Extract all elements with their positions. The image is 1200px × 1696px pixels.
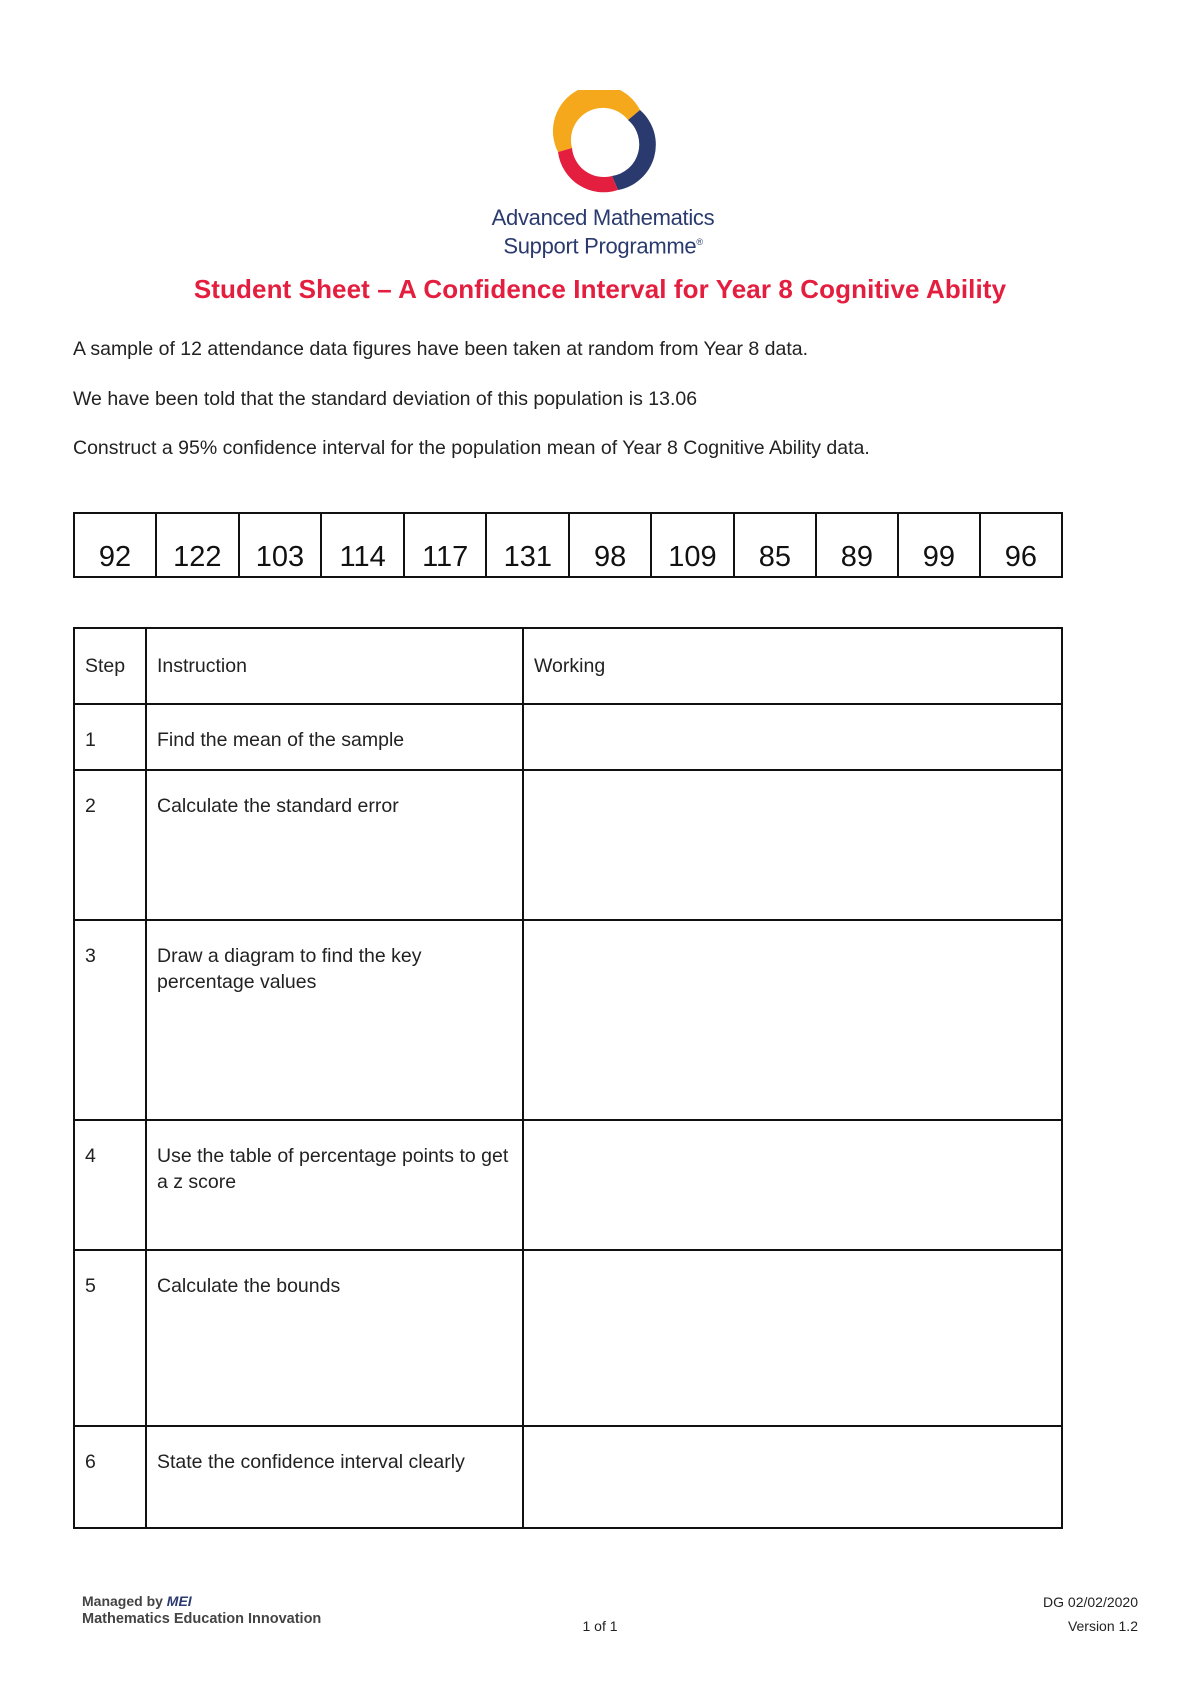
steps-header-row bbox=[74, 628, 1062, 704]
sample-data-row bbox=[74, 513, 1062, 577]
table-row bbox=[74, 920, 1062, 1120]
std-dev-paragraph: We have been told that the standard deviation of this population is 13.06 bbox=[73, 388, 698, 410]
page-title: Student Sheet – A Confidence Interval for Year 8 Cognitive Ability bbox=[193, 274, 1007, 304]
sample-value: 99 bbox=[898, 513, 980, 577]
sample-value: 114 bbox=[321, 513, 404, 577]
task-paragraph: Construct a 95% confidence interval for the population mean of Year 8 Cognitive Ability data. bbox=[73, 437, 870, 459]
mei-org-name: Mathematics Education Innovation bbox=[82, 1611, 322, 1627]
sample-value: 131 bbox=[486, 513, 569, 577]
header-instruction: Instruction bbox=[146, 628, 523, 704]
step-working-cell[interactable] bbox=[523, 770, 1062, 920]
step-instruction: Find the mean of the sample bbox=[146, 704, 523, 770]
document-reference bbox=[1043, 1590, 1138, 1638]
step-instruction: Calculate the bounds bbox=[146, 1250, 523, 1426]
logo-name-line1: Advanced Mathematics bbox=[491, 205, 715, 230]
doc-version: Version 1.2 bbox=[1067, 1618, 1138, 1634]
step-number: 1 bbox=[74, 704, 146, 770]
step-number: 4 bbox=[74, 1120, 146, 1250]
amsp-logo bbox=[478, 90, 728, 260]
step-working-cell[interactable] bbox=[523, 1426, 1062, 1528]
step-instruction: State the confidence interval clearly bbox=[146, 1426, 523, 1528]
step-number: 3 bbox=[74, 920, 146, 1120]
mei-logo-text: MEI bbox=[166, 1593, 192, 1609]
steps-table bbox=[73, 627, 1063, 1529]
step-number: 6 bbox=[74, 1426, 146, 1528]
step-number: 5 bbox=[74, 1250, 146, 1426]
sample-value: 92 bbox=[74, 513, 156, 577]
step-working-cell[interactable] bbox=[523, 1250, 1062, 1426]
sample-value: 96 bbox=[980, 513, 1062, 577]
step-working-cell[interactable] bbox=[523, 920, 1062, 1120]
table-row bbox=[74, 770, 1062, 920]
registered-mark: ® bbox=[696, 237, 703, 247]
amsp-logo-icon bbox=[548, 90, 658, 200]
table-row bbox=[74, 704, 1062, 770]
step-working-cell[interactable] bbox=[523, 1120, 1062, 1250]
sample-value: 122 bbox=[156, 513, 239, 577]
sample-value: 103 bbox=[239, 513, 322, 577]
logo-name-line2: Support Programme bbox=[503, 233, 697, 259]
step-working-cell[interactable] bbox=[523, 704, 1062, 770]
managed-by-label: Managed by bbox=[82, 1593, 163, 1609]
step-instruction: Use the table of percentage points to get a z score bbox=[146, 1120, 523, 1250]
step-number: 2 bbox=[74, 770, 146, 920]
page-number: 1 of 1 bbox=[582, 1618, 618, 1634]
table-row bbox=[74, 1426, 1062, 1528]
sample-value: 85 bbox=[734, 513, 816, 577]
sample-data-table bbox=[73, 512, 1063, 578]
sample-value: 89 bbox=[816, 513, 898, 577]
table-row bbox=[74, 1250, 1062, 1426]
step-instruction: Draw a diagram to find the key percentage values bbox=[146, 920, 523, 1120]
header-step: Step bbox=[74, 628, 146, 704]
intro-paragraph: A sample of 12 attendance data figures have been taken at random from Year 8 data. bbox=[73, 338, 809, 360]
table-row bbox=[74, 1120, 1062, 1250]
sample-value: 109 bbox=[651, 513, 734, 577]
header-working: Working bbox=[523, 628, 1062, 704]
sample-value: 117 bbox=[404, 513, 487, 577]
sample-value: 98 bbox=[569, 513, 651, 577]
step-instruction: Calculate the standard error bbox=[146, 770, 523, 920]
doc-ref-date: DG 02/02/2020 bbox=[1043, 1594, 1138, 1610]
